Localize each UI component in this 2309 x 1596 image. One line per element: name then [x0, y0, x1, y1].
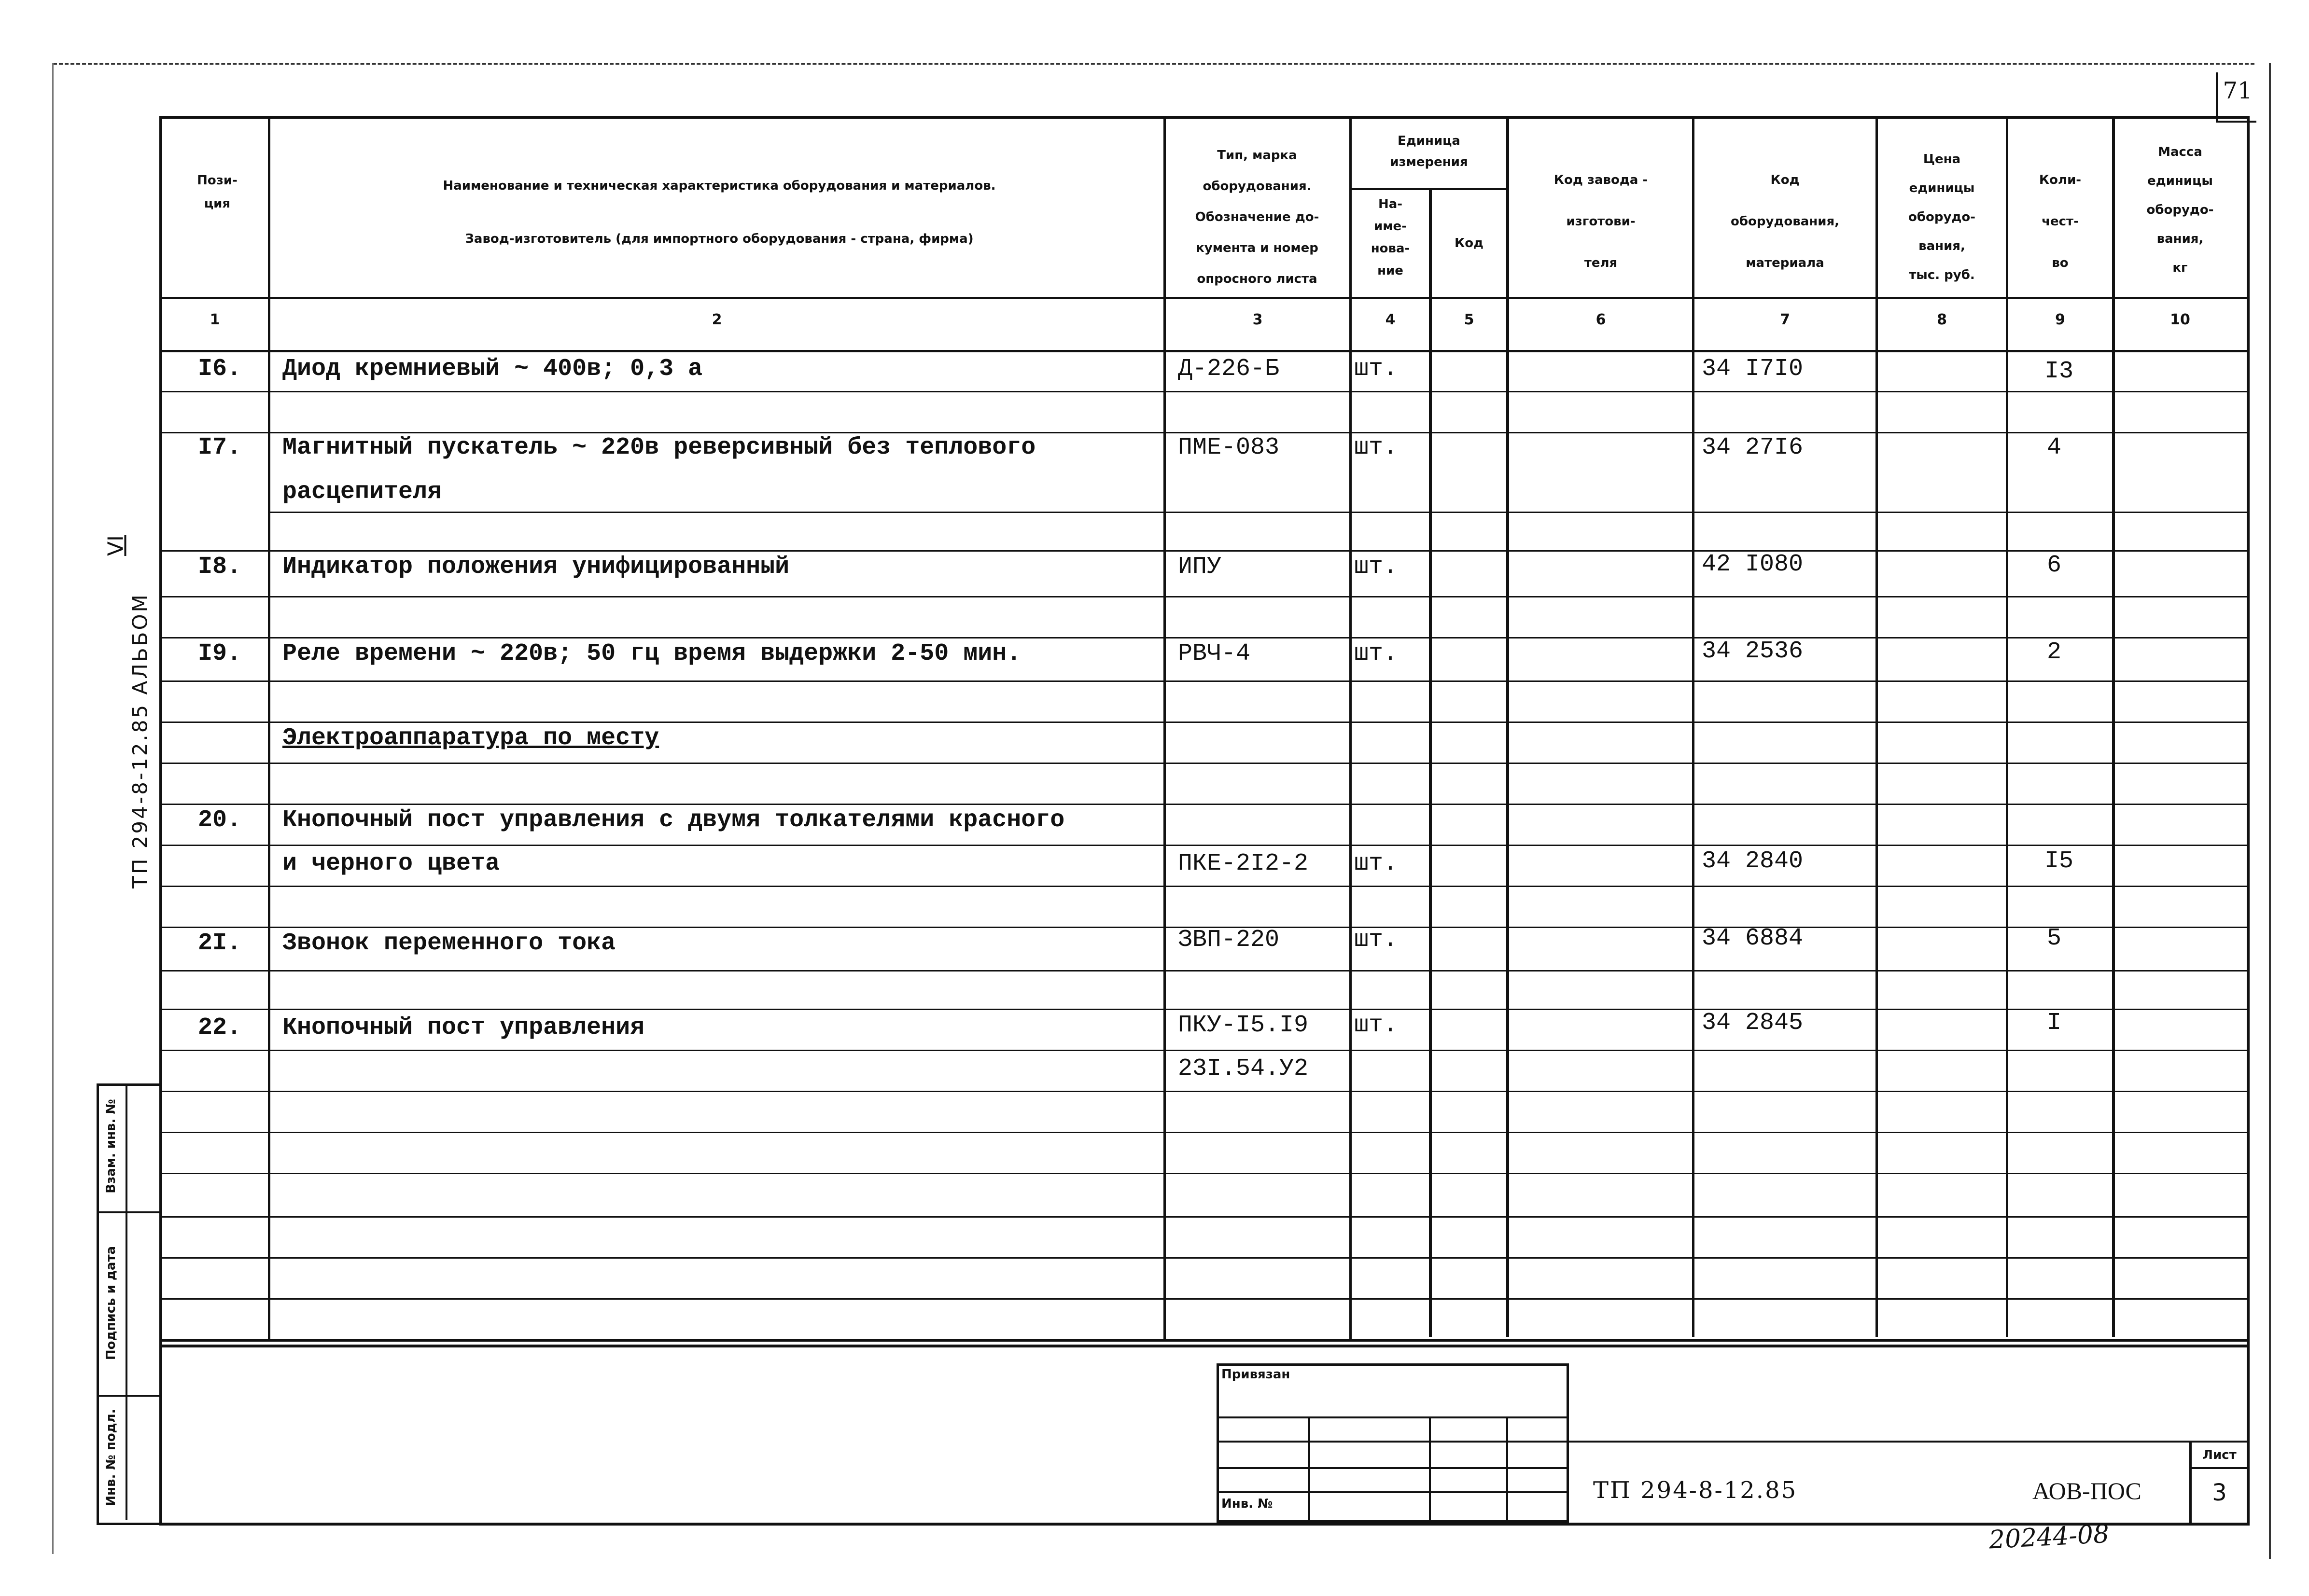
row-line — [159, 637, 2247, 638]
row-line — [159, 1298, 2247, 1300]
bound-box-line — [1217, 1416, 1567, 1418]
row-code: 34 I7I0 — [1702, 355, 1804, 383]
row-qty: I5 — [2044, 847, 2074, 875]
row-code: 34 6884 — [1702, 925, 1804, 952]
row-type: ПМЕ-083 — [1178, 434, 1280, 461]
header-unit-name: На- име- нова- ние — [1371, 197, 1410, 278]
sheet-box-left-line — [2189, 1441, 2192, 1523]
row-line — [268, 512, 2247, 513]
row-name: расцепителя — [282, 478, 442, 506]
row-line — [159, 680, 2247, 682]
row-name: Реле времени ~ 220в; 50 гц время выдержки 2-50 мин. — [282, 640, 1022, 667]
left-strip-hline — [97, 1211, 159, 1213]
row-unit: шт. — [1354, 640, 1398, 667]
colnum-bottom-line — [159, 350, 2247, 352]
row-name: Кнопочный пост управления с двумя толкателями красного — [282, 806, 1065, 834]
header-price: Цена единицы оборудо- вания, тыс. руб. — [1908, 152, 1976, 282]
row-pos: I9. — [198, 640, 242, 667]
bound-box-line — [1308, 1416, 1310, 1520]
row-pos: 22. — [198, 1014, 242, 1041]
header-qty: Коли- чест- во — [2039, 173, 2082, 270]
row-line — [159, 596, 2247, 597]
row-qty: 2 — [2047, 638, 2062, 666]
top-dashed-border — [53, 63, 2254, 65]
bound-label: Привязан — [1221, 1367, 1290, 1382]
colnum-10: 10 — [2170, 311, 2190, 328]
vzam-inv-label: Взам. инв. № — [104, 1099, 118, 1194]
header-bottom-line — [159, 297, 2247, 299]
colnum-3: 3 — [1252, 311, 1263, 328]
row-name: и черного цвета — [282, 850, 500, 877]
row-line — [159, 1257, 2247, 1259]
row-name: Диод кремниевый ~ 400в; 0,3 а — [282, 355, 703, 383]
row-qty: I3 — [2044, 358, 2074, 385]
row-code: 34 2845 — [1702, 1009, 1804, 1037]
row-unit: шт. — [1354, 355, 1398, 383]
vertical-album-label: ТП 294-8-12.85 АЛЬБОМ — [128, 593, 152, 888]
left-frame-line — [52, 63, 54, 1554]
row-code: 34 2536 — [1702, 638, 1804, 665]
colnum-9: 9 — [2055, 311, 2065, 328]
doc-section: АОВ-ПОС — [2032, 1477, 2141, 1504]
row-pos: 20. — [198, 806, 242, 834]
row-line — [159, 1050, 2247, 1051]
col-line-2 — [1163, 116, 1166, 1342]
row-qty: 6 — [2047, 552, 2062, 579]
row-line — [159, 1216, 2247, 1218]
row-pos: I6. — [198, 355, 242, 383]
col-line-3 — [1349, 116, 1352, 1342]
row-type: ЗВП-220 — [1178, 926, 1280, 954]
row-pos: 2I. — [198, 930, 242, 957]
row-name: Магнитный пускатель ~ 220в реверсивный без теплового — [282, 434, 1036, 461]
row-qty: 4 — [2047, 434, 2062, 461]
header-factory: Код завода - изготови- теля — [1553, 173, 1648, 270]
header-unit-group: Единица измерения — [1390, 134, 1468, 169]
row-line — [159, 886, 2247, 887]
row-line — [159, 550, 2247, 552]
row-qty: 5 — [2047, 925, 2062, 952]
sheet-label: Лист — [2202, 1448, 2237, 1462]
header-pos: Пози- ция — [197, 173, 238, 211]
row-name: Звонок переменного тока — [282, 930, 616, 957]
bound-box-line — [1217, 1491, 1567, 1493]
vertical-album-num: VI — [103, 535, 128, 556]
row-code: 34 2840 — [1702, 847, 1804, 875]
sign-date-label: Подпись и дата — [104, 1246, 118, 1360]
colnum-7: 7 — [1780, 311, 1790, 328]
handwritten-number: 20244-08 — [1988, 1519, 2110, 1555]
row-unit: шт. — [1354, 850, 1398, 877]
unit-group-subline — [1349, 188, 1509, 190]
row-line — [159, 970, 2247, 971]
row-line — [159, 1091, 2247, 1092]
row-unit: шт. — [1354, 434, 1398, 461]
colnum-4: 4 — [1385, 311, 1396, 328]
inv-label: Инв. № — [1221, 1497, 1273, 1511]
row-unit: шт. — [1354, 1012, 1398, 1039]
row-line — [159, 391, 2247, 392]
col-line-1 — [268, 116, 270, 1342]
row-code: 34 27I6 — [1702, 434, 1804, 461]
header-unit-code: Код — [1454, 236, 1484, 250]
colnum-5: 5 — [1464, 311, 1474, 328]
row-type: Д-226-Б — [1178, 355, 1280, 383]
doc-code: ТП 294-8-12.85 — [1593, 1477, 1798, 1504]
colnum-6: 6 — [1595, 311, 1606, 328]
row-type: РВЧ-4 — [1178, 640, 1251, 667]
row-name: Индикатор положения унифицированный — [282, 553, 790, 581]
bound-box-line — [1506, 1416, 1508, 1520]
row-unit: шт. — [1354, 553, 1398, 581]
row-type: 23I.54.У2 — [1178, 1055, 1309, 1083]
row-line — [159, 845, 2247, 846]
row-line — [159, 1009, 2247, 1010]
row-line — [159, 804, 2247, 805]
row-pos: I8. — [198, 553, 242, 581]
left-strip-divider — [126, 1083, 127, 1520]
row-line — [159, 1132, 2247, 1133]
header-name: Наименование и техническая характеристика оборудования и материалов. Завод-изготовитель (для импортного оборудования - страна, фирма) — [443, 179, 996, 246]
row-unit: шт. — [1354, 926, 1398, 954]
row-line — [159, 1173, 2247, 1174]
colnum-2: 2 — [712, 311, 722, 328]
row-pos: I7. — [198, 434, 242, 461]
sheet-number-top-text: 71 — [2223, 77, 2253, 104]
row-code: 42 I080 — [1702, 551, 1804, 578]
row-type: ПКЕ-2I2-2 — [1178, 850, 1309, 877]
row-type: ИПУ — [1178, 553, 1222, 581]
row-name: Кнопочный пост управления — [282, 1014, 645, 1041]
stamp-area — [159, 1339, 2250, 1526]
bound-box-line — [1217, 1441, 1567, 1443]
doc-code-top-line — [1564, 1441, 2247, 1443]
colnum-1: 1 — [210, 311, 220, 328]
right-frame-line — [2269, 63, 2271, 1559]
row-type: ПКУ-I5.I9 — [1178, 1012, 1309, 1039]
sheet-value: 3 — [2212, 1479, 2227, 1506]
header-equip-code: Код оборудования, материала — [1730, 173, 1840, 270]
row-line — [159, 722, 2247, 723]
header-mass: Масса единицы оборудо- вания, кг — [2146, 145, 2214, 275]
colnum-8: 8 — [1937, 311, 1947, 328]
header-type: Тип, марка оборудования. Обозначение до- кумента и номер опросного листа — [1195, 148, 1319, 286]
sheet-box-mid-line — [2189, 1467, 2247, 1469]
section-title: Электроаппаратура по месту — [282, 724, 659, 752]
bound-box-line — [1429, 1416, 1431, 1520]
inv-podl-label: Инв. № подл. — [104, 1409, 118, 1506]
row-qty: I — [2047, 1009, 2062, 1037]
row-line — [159, 763, 2247, 764]
bound-box-line — [1217, 1467, 1567, 1469]
